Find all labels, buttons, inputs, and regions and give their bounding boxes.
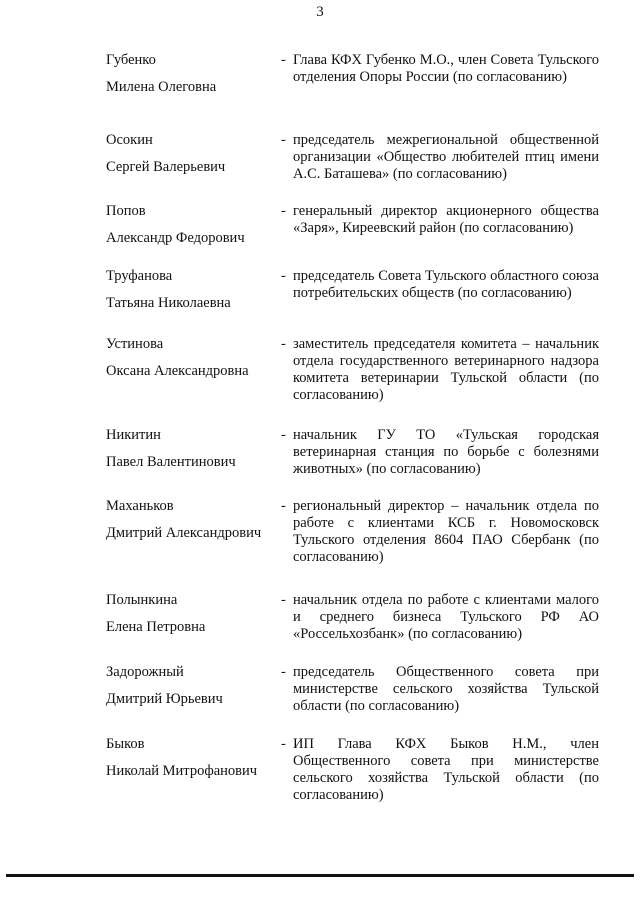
entry-dash: -: [281, 336, 286, 352]
member-entry: [0, 664, 640, 736]
page-number: 3: [316, 4, 324, 20]
member-entry: [0, 336, 640, 427]
entry-dash: -: [281, 664, 286, 680]
member-surname: Устинова: [106, 336, 164, 352]
member-given-names: Татьяна Николаевна: [106, 295, 231, 311]
entry-dash: -: [281, 592, 286, 608]
member-role: ИП Глава КФХ Быков Н.М., член Общественного совета при министерстве сельского хозяйства Тульской области (по согласованию): [293, 736, 599, 803]
member-surname: Труфанова: [106, 268, 173, 284]
member-entry: [0, 736, 640, 816]
member-surname: Маханьков: [106, 498, 174, 514]
member-role: начальник ГУ ТО «Тульская городская ветеринарная станция по борьбе с болезнями животных» (по согласованию): [293, 427, 599, 477]
member-given-names: Николай Митрофанович: [106, 763, 258, 779]
entry-dash: -: [281, 52, 286, 68]
member-person: [106, 592, 276, 636]
footer-rule: [6, 874, 634, 877]
member-entry: [0, 268, 640, 336]
member-person: [106, 427, 276, 471]
member-entry: [0, 203, 640, 268]
member-surname: Губенко: [106, 52, 156, 68]
member-entry: [0, 498, 640, 592]
member-surname: Быков: [106, 736, 145, 752]
member-given-names: Сергей Валерьевич: [106, 159, 226, 175]
member-surname: Полынкина: [106, 592, 178, 608]
member-role: региональный директор – начальник отдела по работе с клиентами КСБ г. Новомосковск Тульского отделения 8604 ПАО Сбербанк (по согласованию): [293, 498, 599, 565]
member-person: [106, 52, 276, 96]
member-surname: Попов: [106, 203, 146, 219]
entry-dash: -: [281, 203, 286, 219]
member-surname: Задорожный: [106, 664, 184, 680]
member-given-names: Дмитрий Юрьевич: [106, 691, 223, 707]
member-given-names: Дмитрий Александрович: [106, 525, 262, 541]
member-role: председатель межрегиональной общественной организации «Общество любителей птиц имени А.С. Баташева» (по согласованию): [293, 132, 599, 182]
member-role: председатель Совета Тульского областного союза потребительских обществ (по согласованию): [293, 268, 599, 301]
entry-dash: -: [281, 736, 286, 752]
entry-dash: -: [281, 132, 286, 148]
member-person: [106, 268, 276, 312]
member-given-names: Оксана Александровна: [106, 363, 249, 379]
member-person: [106, 132, 276, 176]
member-entry: [0, 592, 640, 664]
entry-dash: -: [281, 268, 286, 284]
member-list: [0, 52, 640, 816]
entry-dash: -: [281, 498, 286, 514]
member-person: [106, 336, 276, 380]
member-role: заместитель председателя комитета – начальник отдела государственного ветеринарного надзора комитета ветеринарии Тульской области (по согласованию): [293, 336, 599, 403]
member-surname: Никитин: [106, 427, 161, 443]
member-person: [106, 736, 276, 780]
member-person: [106, 664, 276, 708]
member-entry: [0, 427, 640, 498]
member-given-names: Александр Федорович: [106, 230, 245, 246]
member-role: генеральный директор акционерного общества «Заря», Киреевский район (по согласованию): [293, 203, 599, 236]
member-role: председатель Общественного совета при министерстве сельского хозяйства Тульской области (по согласованию): [293, 664, 599, 714]
member-given-names: Павел Валентинович: [106, 454, 236, 470]
member-person: [106, 203, 276, 247]
member-role: Глава КФХ Губенко М.О., член Совета Тульского отделения Опоры России (по согласованию): [293, 52, 599, 85]
member-surname: Осокин: [106, 132, 153, 148]
member-given-names: Елена Петровна: [106, 619, 206, 635]
member-person: [106, 498, 276, 542]
member-entry: [0, 132, 640, 203]
member-entry: [0, 52, 640, 132]
member-role: начальник отдела по работе с клиентами малого и среднего бизнеса Тульского РФ АО «Россельхозбанк» (по согласованию): [293, 592, 599, 642]
member-given-names: Милена Олеговна: [106, 79, 217, 95]
entry-dash: -: [281, 427, 286, 443]
